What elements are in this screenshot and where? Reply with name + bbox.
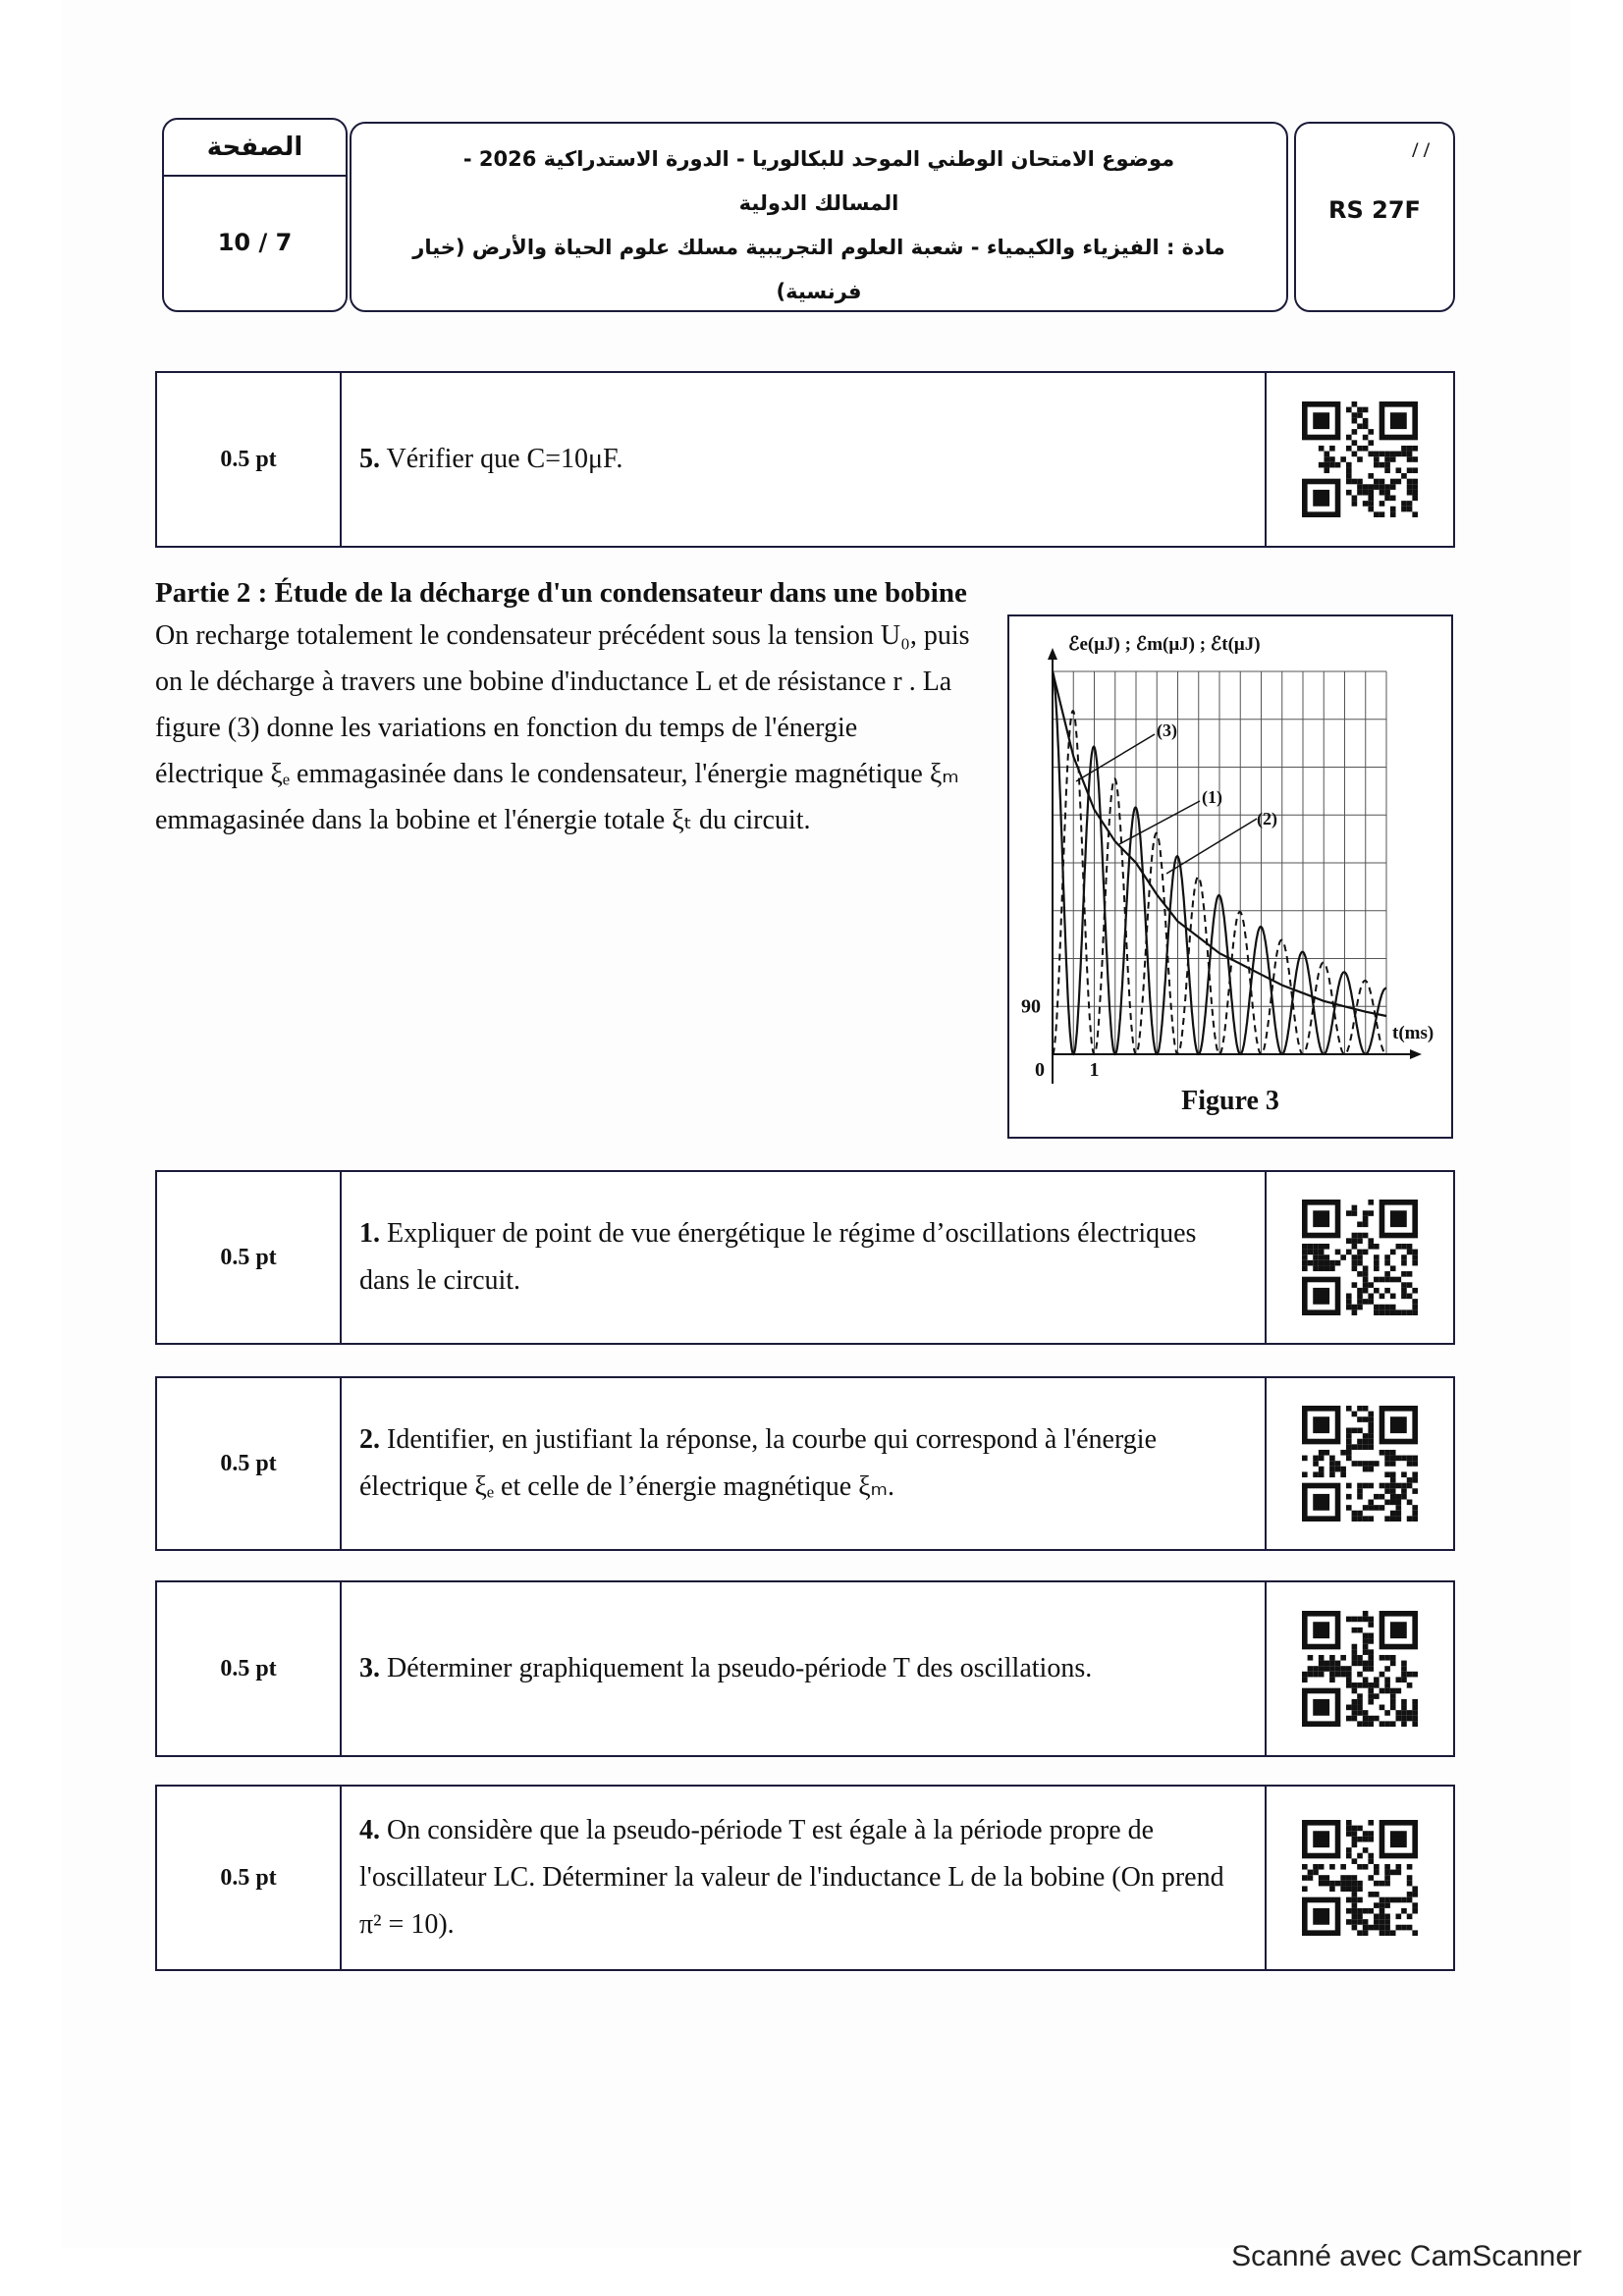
x-tick-label-1: 1 <box>1089 1059 1100 1081</box>
exam-title-line3: مادة : الفيزياء والكيمياء - شعبة العلوم التجريبية مسلك علوم الحياة والأرض (خيار فرنسية) <box>412 236 1225 303</box>
question-body: Déterminer graphiquement la pseudo-période T des oscillations. <box>387 1653 1093 1683</box>
curve-label-1: (1) <box>1202 787 1222 807</box>
qr-code-cell <box>1265 1172 1453 1343</box>
page-number: 10 / 7 <box>217 229 293 256</box>
exam-code-box <box>1294 122 1455 312</box>
question-number: 3. <box>359 1653 380 1683</box>
question-3-row <box>155 1580 1455 1757</box>
page-label: الصفحة <box>164 120 346 177</box>
x-tick-label-0: 0 <box>1035 1059 1045 1081</box>
question-number: 4. <box>359 1815 380 1845</box>
y-axis-arrow <box>1048 648 1057 660</box>
question-4-row <box>155 1785 1455 1971</box>
scanner-watermark: Scanné avec CamScanner <box>1231 2240 1582 2272</box>
curve-label-3: (3) <box>1157 721 1177 740</box>
figure-3 <box>1007 614 1453 1139</box>
question-5-row <box>155 371 1455 548</box>
y-axis-label: ℰe(μJ) ; ℰm(μJ) ; ℰt(μJ) <box>1068 634 1261 655</box>
part-2-body: On recharge totalement le condensateur précédent sous la tension U₀, puis on le décharge à travers une bobine d'inductance L et de résistance r . La figure (3) donne les variations en fonction du temps de l'énergie électrique ξₑ emmagasinée dans le condensateur, l'énergie magnétique ξₘ emmagasinée dans la bobine et l'énergie totale ξₜ du circuit. <box>155 620 970 835</box>
exam-title-line2: المسالك الدولية <box>738 191 899 215</box>
points-label: 0.5 pt <box>157 373 342 546</box>
question-number: 5. <box>359 444 380 474</box>
question-1-row <box>155 1170 1455 1345</box>
qr-code-icon <box>1302 1820 1418 1936</box>
question-body: Identifier, en justifiant la réponse, la courbe qui correspond à l'énergie électrique ξₑ et celle de l’énergie magnétique ξₘ. <box>359 1424 1157 1502</box>
qr-code-cell <box>1265 373 1453 546</box>
question-2-row <box>155 1376 1455 1551</box>
qr-code-icon <box>1302 1406 1418 1522</box>
points-label: 0.5 pt <box>157 1582 342 1755</box>
curve-label-2-arrow <box>1166 819 1257 874</box>
question-text <box>359 1787 1251 1969</box>
qr-code-cell <box>1265 1582 1453 1755</box>
energy-chart <box>1009 616 1451 1137</box>
question-number: 1. <box>359 1218 380 1249</box>
exam-title-box <box>350 122 1288 312</box>
exam-code: RS 27F <box>1328 196 1421 224</box>
question-body: Expliquer de point de vue énergétique le régime d’oscillations électriques dans le circuit. <box>359 1218 1197 1296</box>
question-text <box>359 1582 1251 1755</box>
x-axis-label: t(ms) <box>1392 1023 1434 1043</box>
x-axis-arrow <box>1410 1049 1422 1059</box>
y-tick-label: 90 <box>1021 995 1041 1018</box>
qr-code-icon <box>1302 1200 1418 1315</box>
question-number: 2. <box>359 1424 380 1455</box>
question-text <box>359 1172 1251 1343</box>
figure-caption: Figure 3 <box>1181 1086 1279 1116</box>
exam-title <box>371 137 1267 314</box>
part-2-title: Partie 2 : Étude de la décharge d'un condensateur dans une bobine <box>155 577 967 609</box>
qr-code-cell <box>1265 1378 1453 1549</box>
question-text <box>359 373 1251 546</box>
points-label: 0.5 pt <box>157 1172 342 1343</box>
header-marks: / / <box>1412 137 1430 162</box>
page-number-box <box>162 118 348 312</box>
curve-label-2: (2) <box>1257 809 1277 828</box>
exam-title-line1: موضوع الامتحان الوطني الموحد للبكالوريا - الدورة الاستدراكية 2026 - <box>462 147 1175 171</box>
question-text <box>359 1378 1251 1549</box>
question-body: On considère que la pseudo-période T est égale à la période propre de l'oscillateur LC. Déterminer la valeur de l'inductance L de la bobine (On prend π² = 10). <box>359 1815 1224 1940</box>
points-label: 0.5 pt <box>157 1787 342 1969</box>
qr-code-cell <box>1265 1787 1453 1969</box>
question-body: Vérifier que C=10μF. <box>386 444 623 474</box>
points-label: 0.5 pt <box>157 1378 342 1549</box>
qr-code-icon <box>1302 1611 1418 1727</box>
qr-code-icon <box>1302 401 1418 517</box>
